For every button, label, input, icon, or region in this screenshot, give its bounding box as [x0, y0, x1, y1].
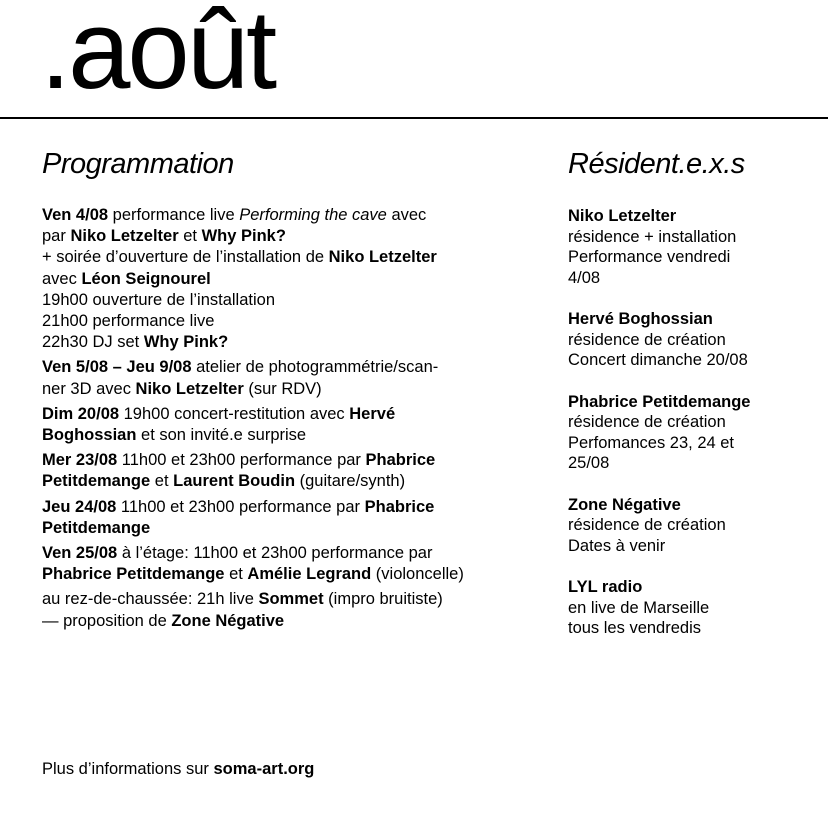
program-entry-line: [42, 357, 542, 378]
program-entry: [42, 497, 542, 539]
program-bold-text: Why Pink?: [143, 333, 229, 352]
footer-prefix: Plus d’informations sur: [42, 760, 214, 778]
program-entry-line: [42, 564, 542, 585]
program-entry-line: [42, 269, 542, 290]
resident-detail: Perfomances 23, 24 et: [568, 433, 735, 452]
program-entry: [42, 357, 542, 399]
program-text: atelier de photogrammétrie/scan-: [191, 358, 439, 377]
program-text: (violoncelle): [371, 565, 464, 584]
program-entry-line: [42, 404, 542, 425]
program-entry: [42, 205, 542, 353]
program-entry-line: [42, 589, 542, 610]
program-bold-text: Sommet: [258, 590, 324, 609]
resident-item: [568, 206, 818, 288]
program-entry-line: [42, 290, 542, 311]
program-entry-line: [42, 311, 542, 332]
program-bold-text: Phabrice: [365, 451, 436, 470]
program-text: (guitare/synth): [295, 472, 406, 491]
program-bold-text: Dim 20/08: [42, 404, 120, 423]
header-divider: [0, 117, 828, 119]
program-entry-line: [42, 247, 542, 268]
program-text: performance live: [108, 206, 240, 224]
program-text: 21h00 performance live: [42, 312, 215, 331]
program-text: + soirée d’ouverture de l’installation de: [42, 248, 329, 267]
resident-detail: Concert dimanche 20/08: [568, 351, 748, 369]
program-entry-line: [42, 543, 542, 564]
program-text: 19h00 ouverture de l’installation: [42, 290, 275, 309]
program-text: et: [150, 472, 174, 491]
program-bold-text: Laurent Boudin: [173, 472, 296, 491]
program-bold-text: Petitdemange: [42, 518, 151, 537]
residents-list: [568, 206, 818, 660]
program-text: par: [42, 227, 71, 246]
program-text: avec: [386, 206, 427, 224]
program-text: ner 3D avec: [42, 379, 136, 398]
program-entry-line: [42, 379, 542, 400]
program-entry-line: [42, 450, 542, 471]
resident-detail: Dates à venir: [568, 536, 666, 555]
program-bold-text: Ven 5/08 – Jeu 9/08: [42, 358, 192, 377]
program-bold-text: Petitdemange: [42, 472, 151, 491]
program-text: — proposition de: [42, 611, 172, 630]
resident-detail: résidence de création: [568, 516, 726, 534]
program-entry: [42, 450, 542, 492]
program-entry-line: [42, 518, 542, 539]
footer-info: [42, 760, 314, 779]
resident-detail: tous les vendredis: [568, 619, 701, 637]
program-bold-text: Niko Letzelter: [135, 379, 244, 398]
resident-item: [568, 309, 818, 371]
program-bold-text: Amélie Legrand: [247, 565, 372, 584]
programmation-heading: Programmation: [42, 148, 234, 180]
program-entry: [42, 589, 542, 631]
program-bold-text: Ven 25/08: [42, 544, 118, 563]
program-text: et: [178, 227, 202, 246]
program-text: 19h00 concert-restitution avec: [119, 404, 350, 423]
page-title: .août: [40, 0, 275, 112]
program-bold-text: Niko Letzelter: [328, 248, 437, 267]
program-bold-text: Niko Letzelter: [70, 227, 179, 246]
resident-name: Niko Letzelter: [568, 207, 677, 225]
resident-detail: Performance vendredi: [568, 248, 731, 266]
residents-heading: Résident.e.x.s: [568, 148, 745, 180]
resident-detail: résidence + installation: [568, 227, 737, 246]
program-entry-line: [42, 226, 542, 247]
program-bold-text: Zone Négative: [171, 611, 285, 630]
program-text: (sur RDV): [243, 379, 322, 398]
resident-detail: résidence de création: [568, 413, 726, 431]
resident-name: Zone Négative: [568, 495, 681, 514]
resident-detail: 4/08: [568, 268, 601, 287]
program-bold-text: Ven 4/08: [42, 206, 109, 224]
program-italic-text: Performing the cave: [239, 206, 387, 224]
program-bold-text: Phabrice: [364, 497, 435, 516]
resident-item: [568, 577, 818, 639]
resident-name: LYL radio: [568, 578, 643, 596]
program-entry-line: [42, 497, 542, 518]
resident-detail: 25/08: [568, 454, 610, 472]
resident-detail: résidence de création: [568, 330, 726, 349]
program-text: 11h00 et 23h00 performance par: [117, 451, 366, 470]
program-bold-text: Why Pink?: [201, 227, 286, 246]
program-entry: [42, 404, 542, 446]
program-text: au rez-de-chaussée: 21h live: [42, 590, 259, 609]
resident-name: Hervé Boghossian: [568, 310, 713, 328]
resident-detail: en live de Marseille: [568, 598, 710, 617]
resident-item: [568, 392, 818, 474]
resident-item: [568, 495, 818, 557]
program-bold-text: Hervé: [349, 404, 396, 423]
programmation-list: [42, 205, 542, 636]
program-entry-line: [42, 611, 542, 632]
program-entry-line: [42, 425, 542, 446]
program-text: et: [224, 565, 248, 584]
program-bold-text: Léon Seignourel: [81, 269, 211, 288]
program-entry-line: [42, 471, 542, 492]
program-text: et son invité.e surprise: [136, 426, 307, 445]
program-bold-text: Phabrice Petitdemange: [42, 565, 225, 584]
program-text: à l’étage: 11h00 et 23h00 performance par: [117, 544, 433, 563]
program-text: 11h00 et 23h00 performance par: [116, 497, 365, 516]
program-text: (impro bruitiste): [323, 590, 443, 609]
program-entry-line: [42, 332, 542, 353]
program-entry: [42, 543, 542, 585]
program-bold-text: Jeu 24/08: [42, 497, 117, 516]
program-text: avec: [42, 269, 82, 288]
program-bold-text: Boghossian: [42, 426, 137, 445]
program-entry-line: [42, 205, 542, 226]
resident-name: Phabrice Petitdemange: [568, 392, 751, 411]
program-text: 22h30 DJ set: [42, 333, 144, 352]
program-bold-text: Mer 23/08: [42, 451, 118, 470]
website-link[interactable]: soma-art.org: [213, 760, 315, 778]
